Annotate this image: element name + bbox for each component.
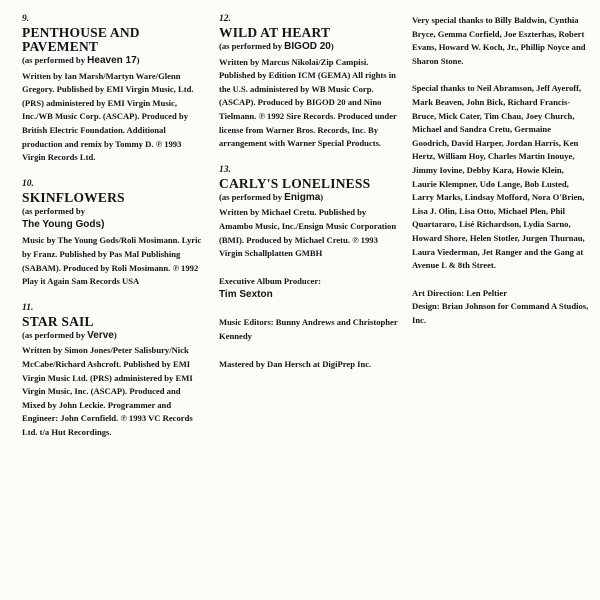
- artist-name-text: The Young Gods: [22, 219, 102, 231]
- artist-name: Heaven 17: [87, 55, 137, 66]
- performed-by: [22, 329, 204, 343]
- track-number: 11.: [22, 302, 34, 313]
- performed-suffix: ): [320, 191, 324, 202]
- mastering: [219, 358, 401, 372]
- column-right: [412, 14, 590, 341]
- performed-prefix: (as performed by: [219, 41, 283, 51]
- track-credits: Written by Simon Jones/Peter Salisbury/Nick McCabe/Richard Ashcroft. Published by EMI Virgin Music Ltd. (PRS) administered by EMI Virgin Music, Inc. (ASCAP). Produced and Mixed by John Leckie. Programmer and Engineer: John Cornfield. ℗ 1993 VC Records Ltd. t/a Hut Recordings.: [22, 345, 193, 437]
- performed-by: [22, 205, 204, 233]
- track-title: CARLY'S LONELINESS: [219, 175, 371, 191]
- performed-prefix: (as performed by: [22, 55, 86, 65]
- track-credits: Music by The Young Gods/Roli Mosimann. Lyric by Franz. Published by Pas Mal Publishing (SABAM). Produced by Roli Mosimann. ℗ 1992 Play it Again Sam Records USA: [22, 235, 202, 287]
- track-credits: Written by Marcus Nikolai/Zip Campisi. Published by Edition ICM (GEMA) All rights in the U.S. administered by WB Music Corp. (ASCAP). Produced by BIGOD 20 and Nino Tielmann. ℗ 1992 Sire Records. Produced under license from Warner Bros. Records, Inc. By arrangement with Warner Special Products.: [219, 56, 397, 149]
- performed-prefix: (as performed by: [219, 191, 283, 202]
- track-number: 9.: [22, 14, 30, 24]
- track-credits: Written by Ian Marsh/Martyn Ware/Glenn Gregory. Published by EMI Virgin Music, Ltd. (PRS) administered by EMI Virgin Music, Inc./WB Music Corp. (ASCAP). Produced by British Electric Foundation. Additional production and remix by Tommy D. ℗ 1993 Virgin Records Ltd.: [22, 70, 194, 163]
- performed-by: [219, 191, 401, 205]
- special-thanks-text: Special thanks to Neil Abramson, Jeff Ayeroff, Mark Beaven, John Bick, Richard Francis-Bruce, Mick Cater, Tim Chau, Joey Church, Michael and Sandra Cretu, Germaine Goodrich, David Harper, Jordan Harris, Ken Hertz, William Hoy, Charles Martin Inouye, Jimmy Iovine, Debby Kara, Howie Klein, Laurie Klempner, Udo Lange, Bob Lusted, Larry Marks, Lindsay Mofford, Nora O'Brien, Lisa J. Olin, Lisa Otto, Michael Plen, Phil Quartararo, Lisé Richardson, Lydia Sarno, Howard Shore, Helen Stotler, Jurgen Thurnau, Laura Viederman, Jet Ranger and the Gang at Avenue L & 8th Street.: [412, 83, 585, 271]
- performed-suffix: ): [101, 219, 105, 231]
- track-title: PENTHOUSE AND PAVEMENT: [22, 25, 140, 54]
- design-credit: Design: Brian Johnson for Command A Studios, Inc.: [412, 301, 589, 325]
- track-title: WILD AT HEART: [219, 25, 331, 40]
- performed-suffix: ): [113, 329, 117, 340]
- art-credits: [412, 287, 590, 328]
- music-editors: [219, 316, 401, 343]
- track-title: STAR SAIL: [22, 313, 94, 329]
- track-number: 10.: [22, 178, 34, 189]
- performed-suffix: ): [136, 55, 140, 65]
- exec-producer-label: Executive Album Producer:: [219, 275, 321, 286]
- track-12: [219, 14, 401, 151]
- exec-producer-name: Tim Sexton: [219, 289, 273, 301]
- music-editors-text: Music Editors: Bunny Andrews and Christopher Kennedy: [219, 317, 398, 341]
- art-direction: Art Direction: Len Peltier: [412, 287, 508, 298]
- artist-name: BIGOD 20: [284, 41, 331, 52]
- artist-name: Enigma: [284, 191, 321, 203]
- performed-prefix: (as performed by: [22, 205, 86, 216]
- very-special-thanks-text: Very special thanks to Billy Baldwin, Cynthia Bryce, Gemma Corfield, Joe Eszterhas, Robert Evans, Howard W. Koch, Jr., Phillip Noyce and Sharon Stone.: [412, 15, 586, 66]
- column-left: [22, 14, 204, 453]
- track-13: [219, 165, 401, 261]
- track-10: [22, 179, 204, 289]
- performed-prefix: (as performed by: [22, 329, 86, 340]
- performed-suffix: ): [330, 41, 334, 51]
- track-9: [22, 14, 204, 165]
- artist-name: Verve: [87, 329, 114, 341]
- very-special-thanks: [412, 14, 590, 68]
- special-thanks: [412, 82, 590, 272]
- performed-by: [219, 40, 401, 54]
- track-title: SKINFLOWERS: [22, 189, 125, 205]
- column-middle: [219, 14, 401, 385]
- mastered-by-text: Mastered by Dan Hersch at DigiPrep Inc.: [219, 358, 372, 369]
- track-number: 13.: [219, 164, 231, 175]
- artist-name: [22, 218, 204, 232]
- track-credits: Written by Michael Cretu. Published by Amambo Music, Inc./Ensign Music Corporation (BMI). Produced by Michael Cretu. ℗ 1993 Virgin Schallplatten GMBH: [219, 207, 397, 259]
- track-number: 12.: [219, 14, 231, 24]
- executive-producer: [219, 275, 401, 303]
- performed-by: [22, 54, 204, 68]
- track-11: [22, 303, 204, 440]
